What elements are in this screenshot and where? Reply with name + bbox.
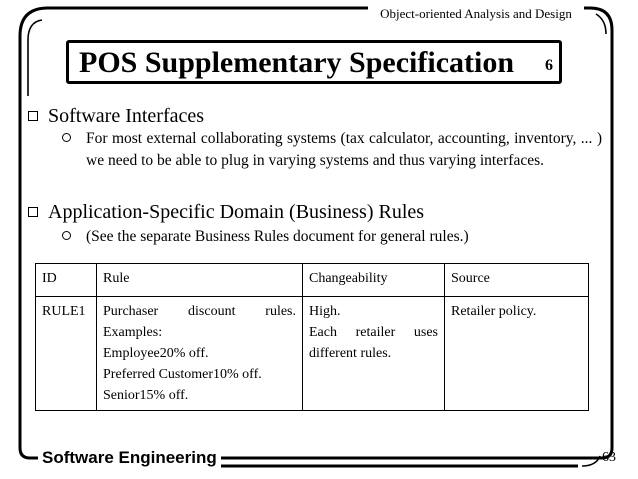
slide-title-number: 6 (545, 57, 553, 74)
section-heading-software-interfaces (28, 104, 204, 128)
table-header-row (36, 264, 589, 297)
footer-course-name: Software Engineering (38, 447, 221, 469)
changeability-line: High. (309, 304, 341, 319)
column-header-id: ID (36, 264, 97, 297)
column-header-source: Source (445, 264, 589, 297)
bullet-item (62, 128, 602, 172)
circle-bullet-icon (62, 231, 71, 240)
cell-source: Retailer policy. (445, 297, 589, 411)
section-heading-text: Application-Specific Domain (Business) Rules (48, 201, 425, 223)
rule-line: Employee20% off. (103, 346, 209, 361)
table-row (36, 297, 589, 411)
column-header-changeability: Changeability (303, 264, 445, 297)
bullet-item-text: For most external collaborating systems (tax calculator, accounting, inventory, ... ) we need to be able to plug in varying systems and thus varying interfaces. (86, 130, 602, 169)
cell-rule (97, 297, 303, 411)
cell-id: RULE1 (36, 297, 97, 411)
bullet-item-text: (See the separate Business Rules document for general rules.) (86, 228, 469, 245)
column-header-rule: Rule (97, 264, 303, 297)
course-header: Object-oriented Analysis and Design (368, 6, 584, 22)
slide-title: POS Supplementary Specification (79, 46, 515, 79)
square-bullet-icon (28, 207, 38, 217)
section-heading-business-rules (28, 200, 424, 224)
rule-line: Senior15% off. (103, 388, 189, 403)
rule-line: Purchaser discount rules. Examples: (103, 304, 296, 340)
section-heading-text: Software Interfaces (48, 105, 205, 127)
square-bullet-icon (28, 111, 38, 121)
page-number: 63 (602, 450, 616, 465)
bullet-item (62, 226, 602, 248)
rule-line: Preferred Customer10% off. (103, 367, 262, 382)
cell-changeability (303, 297, 445, 411)
circle-bullet-icon (62, 133, 71, 142)
business-rules-table (35, 263, 589, 411)
changeability-line: Each retailer uses different rules. (309, 325, 438, 361)
slide-title-box (66, 40, 562, 84)
